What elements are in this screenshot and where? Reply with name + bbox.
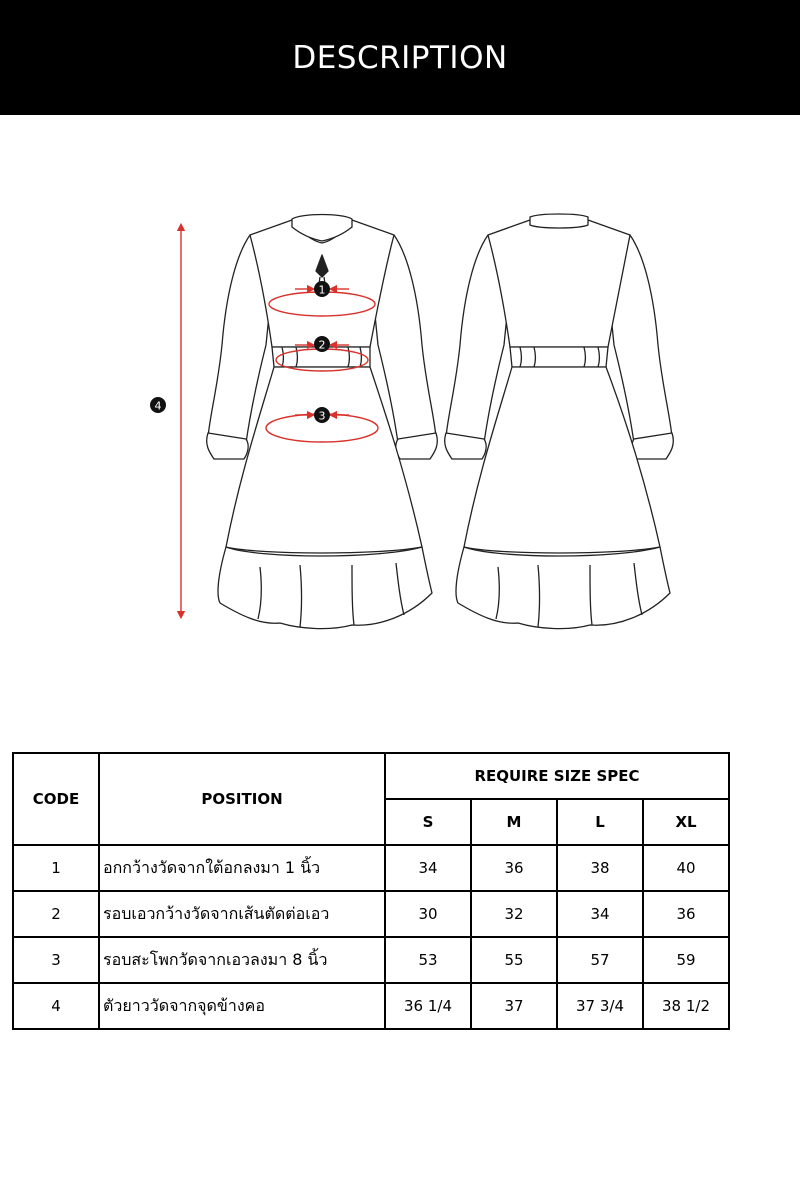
row-position: ตัวยาววัดจากจุดข้างคอ <box>99 983 385 1029</box>
row-code: 4 <box>13 983 99 1029</box>
row-value-s: 34 <box>385 845 471 891</box>
svg-text:2: 2 <box>318 338 326 352</box>
row-value-s: 53 <box>385 937 471 983</box>
size-header-s: S <box>385 799 471 845</box>
row-value-l: 37 3/4 <box>557 983 643 1029</box>
row-code: 1 <box>13 845 99 891</box>
position-header: POSITION <box>99 753 385 845</box>
marker-2 <box>314 336 330 352</box>
row-position: อกกว้างวัดจากใต้อกลงมา 1 นิ้ว <box>99 845 385 891</box>
marker-3 <box>314 407 330 423</box>
code-header: CODE <box>13 753 99 845</box>
row-value-xl: 40 <box>643 845 729 891</box>
row-value-xl: 36 <box>643 891 729 937</box>
page-header <box>0 0 800 115</box>
row-value-xl: 38 1/2 <box>643 983 729 1029</box>
svg-text:1: 1 <box>318 283 326 297</box>
size-header-xl: XL <box>643 799 729 845</box>
row-value-s: 30 <box>385 891 471 937</box>
row-code: 3 <box>13 937 99 983</box>
row-value-m: 55 <box>471 937 557 983</box>
table-row <box>13 983 729 1029</box>
row-value-l: 57 <box>557 937 643 983</box>
page-title: DESCRIPTION <box>292 39 508 76</box>
table-row <box>13 845 729 891</box>
table-row <box>13 891 729 937</box>
size-header-m: M <box>471 799 557 845</box>
garment-illustration <box>0 115 800 715</box>
spec-header: REQUIRE SIZE SPEC <box>385 753 729 799</box>
row-position: รอบเอวกว้างวัดจากเส้นตัดต่อเอว <box>99 891 385 937</box>
marker-1 <box>314 281 330 297</box>
table-row <box>13 937 729 983</box>
row-value-l: 38 <box>557 845 643 891</box>
row-value-m: 36 <box>471 845 557 891</box>
row-value-l: 34 <box>557 891 643 937</box>
row-code: 2 <box>13 891 99 937</box>
row-position: รอบสะโพกวัดจากเอวลงมา 8 นิ้ว <box>99 937 385 983</box>
svg-text:4: 4 <box>154 399 162 413</box>
size-header-l: L <box>557 799 643 845</box>
row-value-s: 36 1/4 <box>385 983 471 1029</box>
row-value-m: 32 <box>471 891 557 937</box>
dress-back-icon <box>445 214 674 629</box>
row-value-xl: 59 <box>643 937 729 983</box>
table-header-row <box>13 753 729 799</box>
marker-4 <box>150 397 166 413</box>
svg-text:3: 3 <box>318 409 326 423</box>
size-spec-table <box>12 752 730 1030</box>
row-value-m: 37 <box>471 983 557 1029</box>
